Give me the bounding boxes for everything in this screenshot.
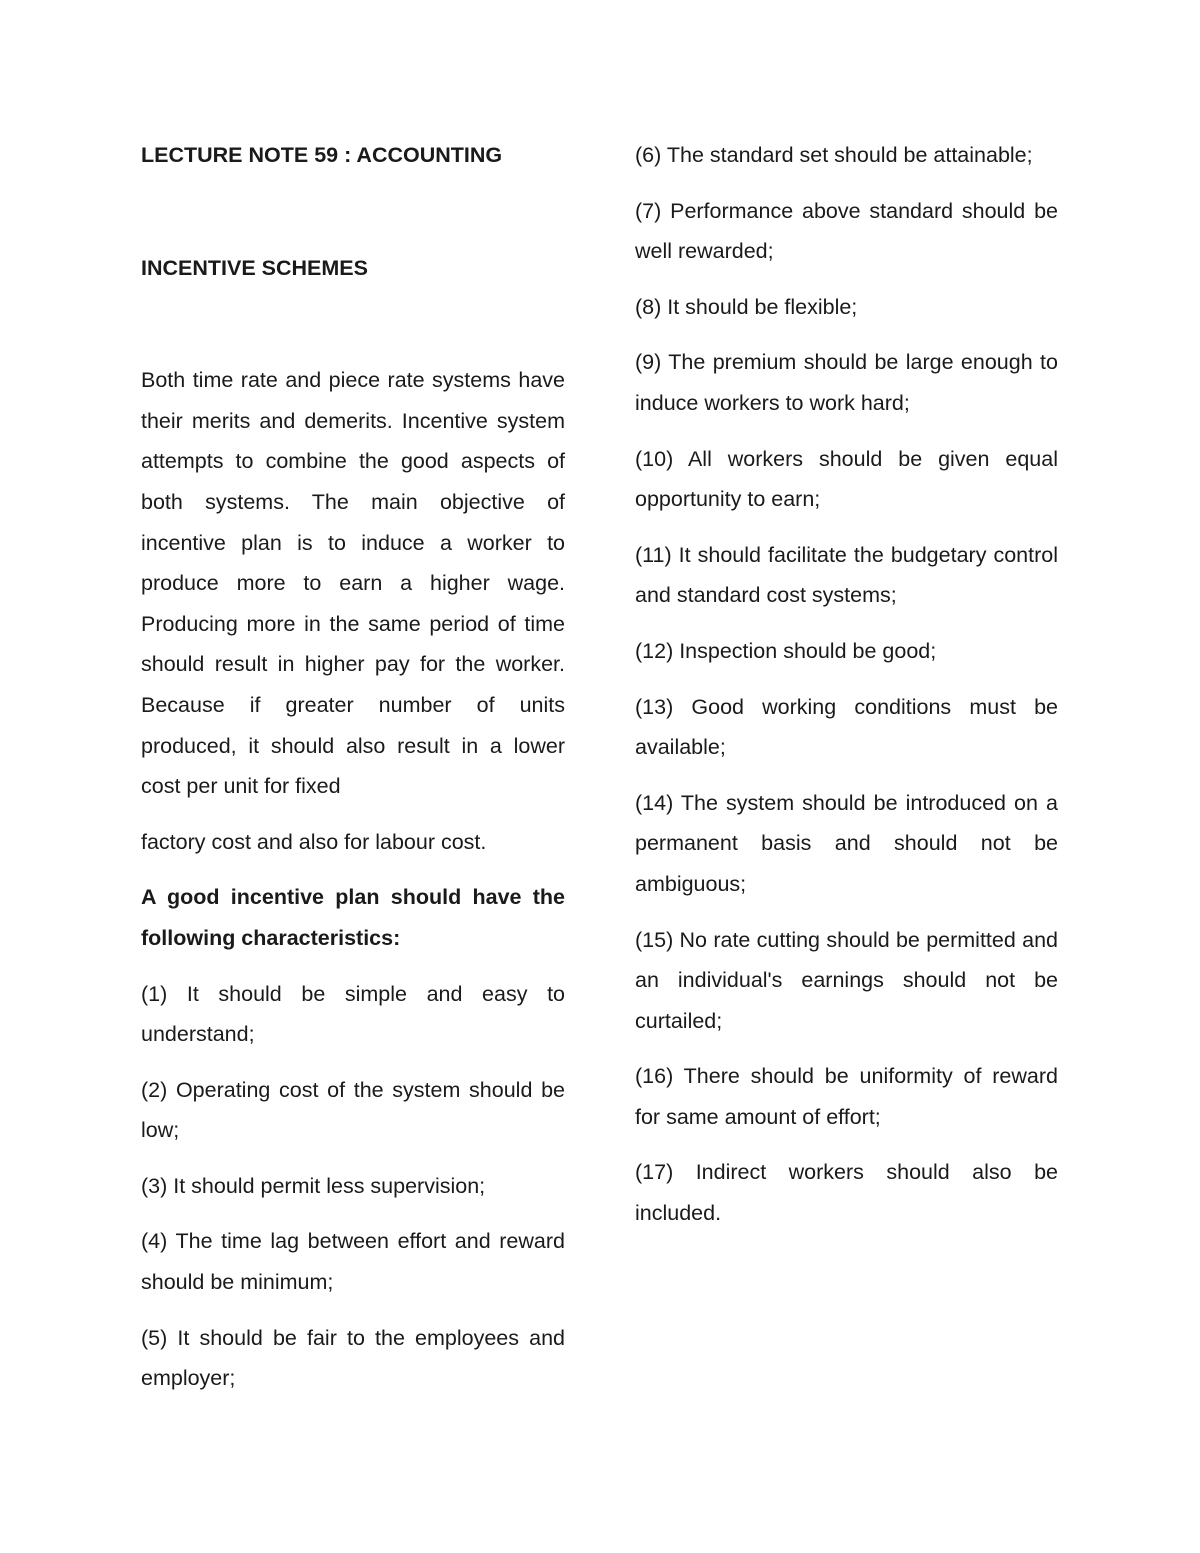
list-item: (3) It should permit less supervision; (141, 1173, 486, 1198)
list-item: (11) It should facilitate the budgetary control and standard cost systems; (635, 542, 1058, 608)
list-item: (1) It should be simple and easy to understand; (141, 981, 565, 1047)
list-item: (17) Indirect workers should also be included. (635, 1160, 1058, 1226)
right-column (635, 135, 1058, 1249)
characteristics-lead: A good incentive plan should have the following characteristics: (141, 885, 565, 950)
list-item: (7) Performance above standard should be well rewarded; (635, 198, 1058, 264)
left-column (141, 135, 565, 1414)
list-item: (4) The time lag between effort and reward should be minimum; (141, 1229, 565, 1295)
list-item: (15) No rate cutting should be permitted and an individual's earnings should not be curtailed; (635, 927, 1058, 1033)
list-item: (14) The system should be introduced on a permanent basis and should not be ambiguous; (635, 790, 1058, 896)
section-heading: INCENTIVE SCHEMES (141, 255, 368, 280)
list-item: (13) Good working conditions must be available; (635, 694, 1058, 760)
list-item: (5) It should be fair to the employees and employer; (141, 1325, 565, 1391)
document-title: LECTURE NOTE 59 : ACCOUNTING (141, 143, 503, 167)
list-item: (9) The premium should be large enough to induce workers to work hard; (635, 350, 1058, 415)
list-item: (12) Inspection should be good; (635, 638, 937, 663)
list-item: (2) Operating cost of the system should be low; (141, 1077, 565, 1143)
list-item: (10) All workers should be given equal opportunity to earn; (635, 446, 1058, 512)
list-item: (8) It should be flexible; (635, 294, 858, 319)
list-item: (6) The standard set should be attainable; (635, 143, 1033, 167)
intro-paragraph: Both time rate and piece rate systems have their merits and demerits. Incentive system attempts to combine the good aspects of both systems. The main objective of incentive plan is to induce a worker to produce more to earn a higher wage. Producing more in the same period of time should result in higher pay for the worker. Because if greater number of units produced, it should also result in a lower cost per unit for fixed (141, 368, 565, 799)
intro-paragraph-continued: factory cost and also for labour cost. (141, 829, 487, 854)
list-item: (16) There should be uniformity of reward for same amount of effort; (635, 1064, 1058, 1129)
